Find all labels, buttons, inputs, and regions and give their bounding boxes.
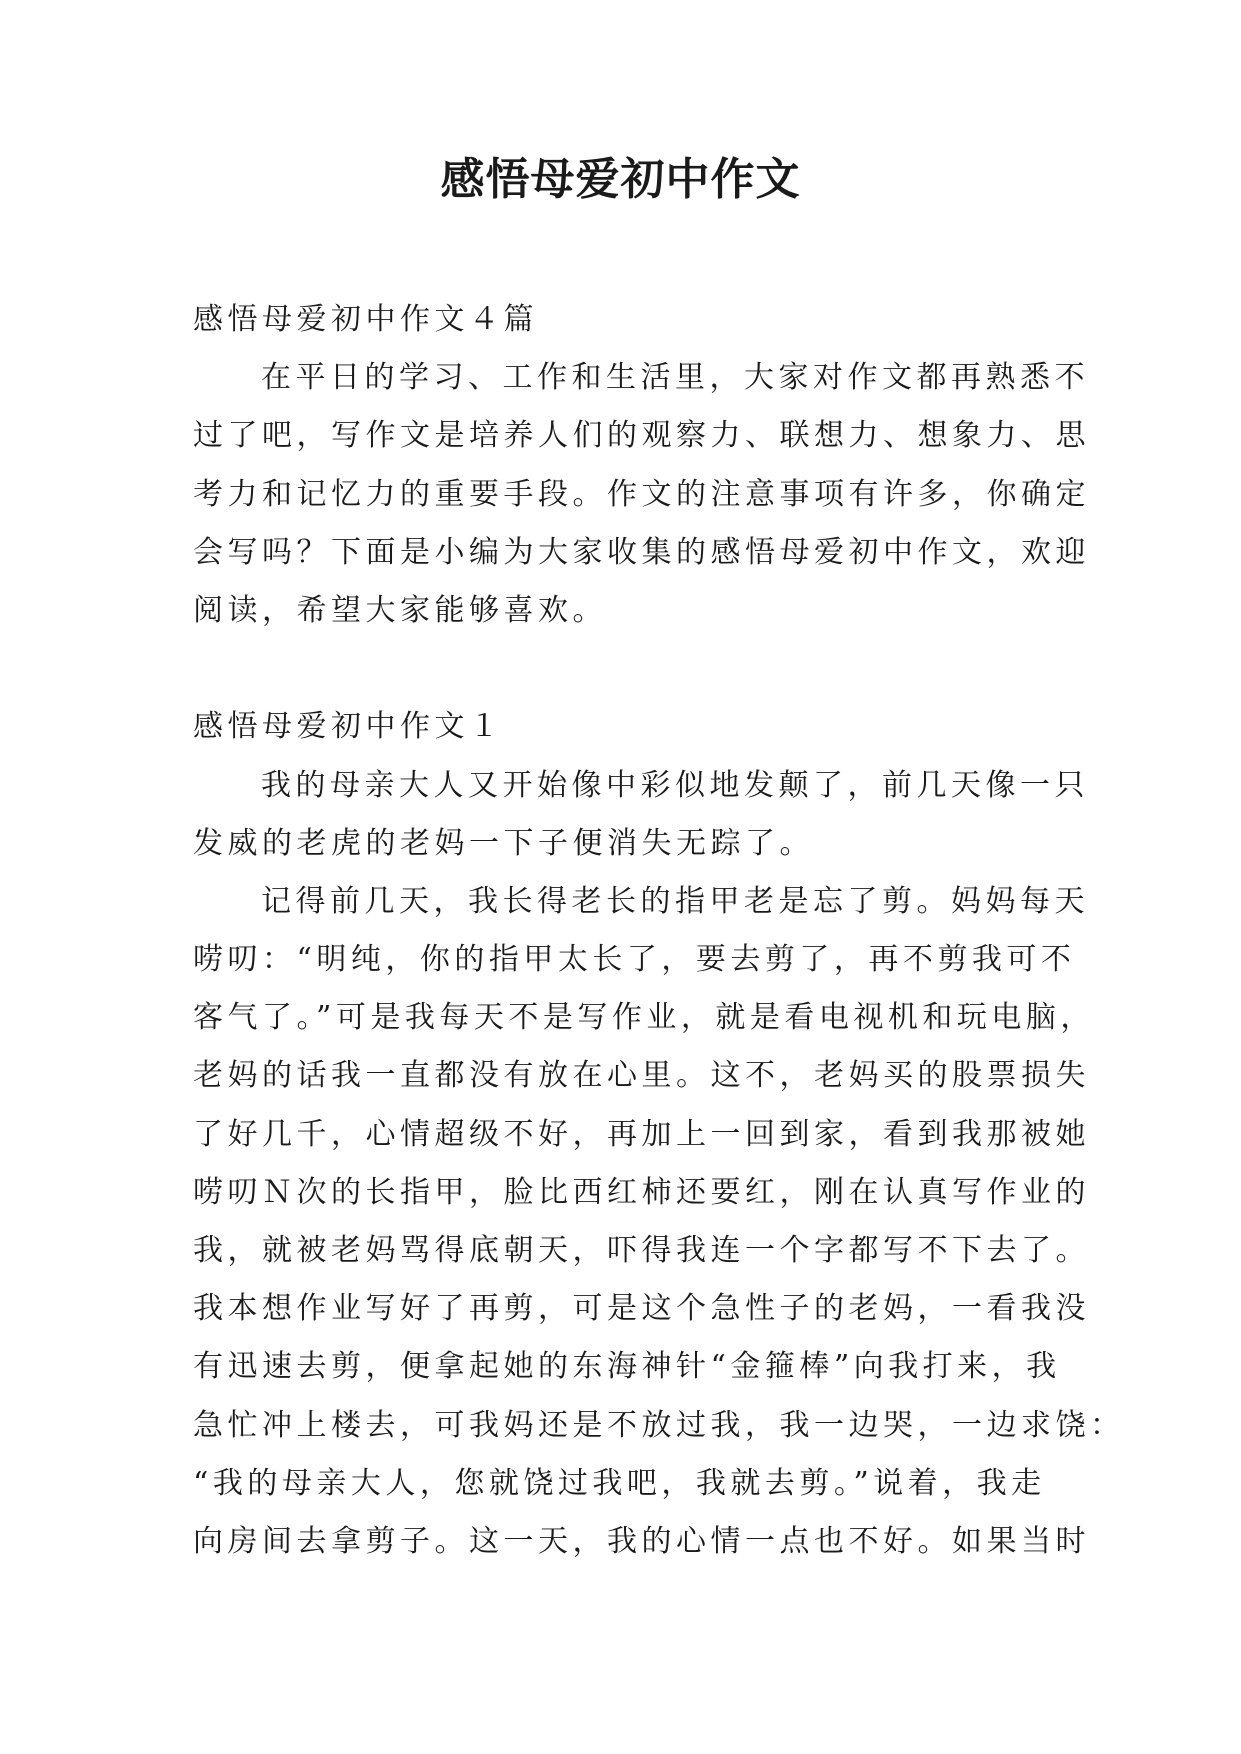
text-line: 在平日的学习、工作和生活里，大家对作文都再熟悉不	[261, 360, 1089, 396]
essay-paragraph	[193, 873, 1125, 1571]
paragraph-spacer	[193, 640, 1053, 698]
text-line: 唠叨Ｎ次的长指甲，脸比西红柿还要红，刚在认真写作业的	[193, 1174, 1090, 1210]
text-line: 我本想作业写好了再剪，可是这个急性子的老妈，一看我没	[193, 1291, 1090, 1327]
text-line: 过了吧，写作文是培养人们的观察力、联想力、想象力、思	[193, 418, 1090, 454]
document-title: 感悟母爱初中作文	[440, 154, 801, 205]
essay-heading: 感悟母爱初中作文１	[193, 709, 504, 745]
text-line: 客气了。”可是我每天不是写作业，就是看电视机和玩电脑，	[193, 1000, 1095, 1036]
text-line: 老妈的话我一直都没有放在心里。这不，老妈买的股票损失	[193, 1058, 1090, 1094]
text-line: 了好几千，心情超级不好，再加上一回到家，看到我那被她	[193, 1116, 1090, 1152]
text-line: 会写吗？下面是小编为大家收集的感悟母爱初中作文，欢迎	[193, 534, 1090, 570]
text-line: 我的母亲大人又开始像中彩似地发颠了，前几天像一只	[261, 767, 1089, 803]
collection-heading: 感悟母爱初中作文４篇	[193, 302, 538, 337]
text-line: 考力和记忆力的重要手段。作文的注意事项有许多，你确定	[193, 476, 1090, 512]
text-line: 我，就被老妈骂得底朝天，吓得我连一个字都写不下去了。	[193, 1233, 1090, 1268]
text-line: 唠叨：“明纯，你的指甲太长了，要去剪了，再不剪我可不	[193, 942, 1076, 978]
text-line: 发威的老虎的老妈一下子便消失无踪了。	[193, 825, 814, 861]
text-line: 急忙冲上楼去，可我妈还是不放过我，我一边哭，一边求饶：	[193, 1407, 1125, 1443]
text-line: 有迅速去剪，便拿起她的东海神针“金箍棒”向我打来，我	[193, 1349, 1061, 1385]
text-line: 记得前几天，我长得老长的指甲老是忘了剪。妈妈每天	[261, 883, 1089, 919]
text-line: 阅读，希望大家能够喜欢。	[193, 592, 607, 628]
document-body	[193, 291, 1125, 1571]
intro-paragraph	[193, 349, 1090, 640]
text-line: “我的母亲大人，您就饶过我吧，我就去剪。”说着，我走	[193, 1465, 1046, 1501]
essay-paragraph	[193, 757, 1089, 873]
text-line: 向房间去拿剪子。这一天，我的心情一点也不好。如果当时	[193, 1523, 1090, 1559]
